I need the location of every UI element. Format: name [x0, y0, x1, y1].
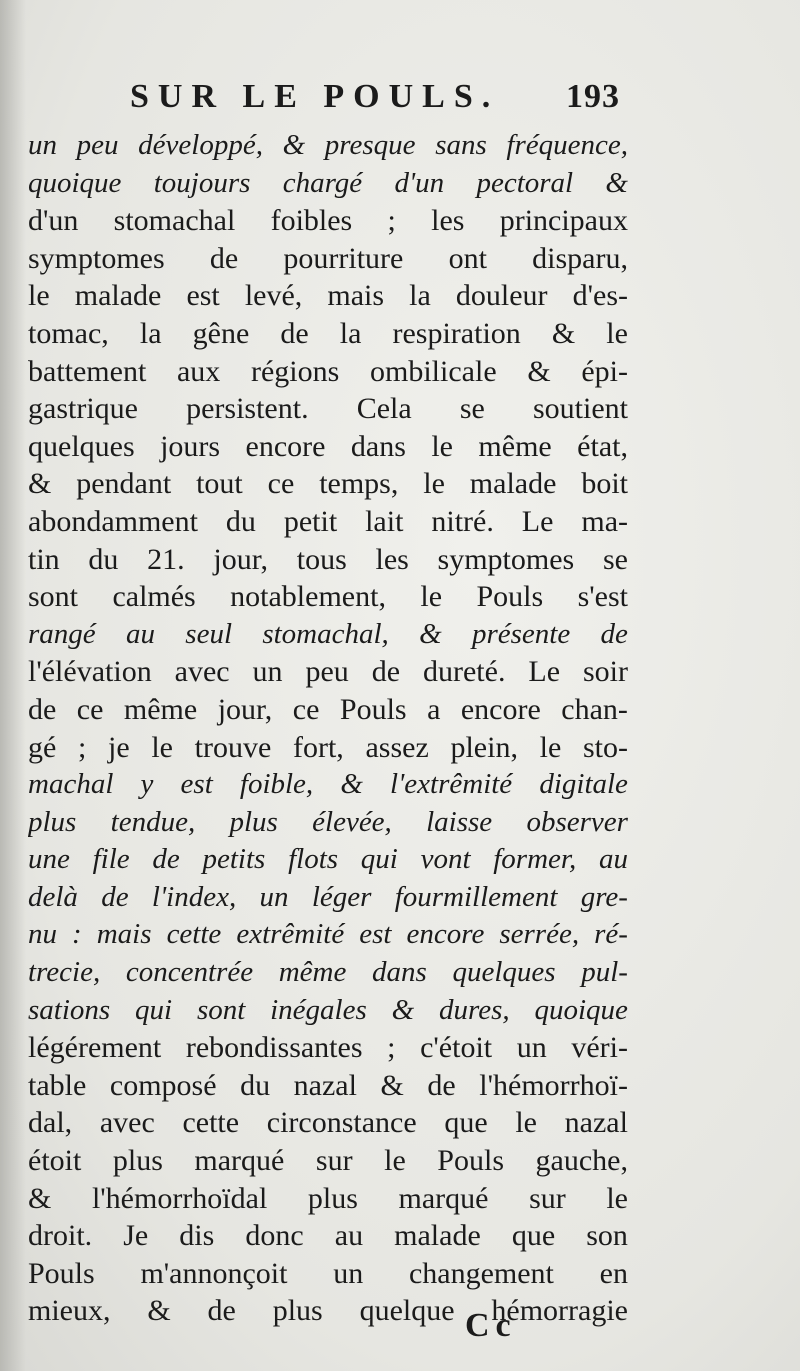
- text-line: sations qui sont inégales & dures, quoique: [28, 993, 628, 1026]
- text-line: table composé du nazal & de l'hémorrhoï-: [28, 1068, 628, 1102]
- text-line: delà de l'index, un léger fourmillement gre-: [28, 880, 628, 913]
- text-line: nu : mais cette extrêmité est encore serrée, ré-: [28, 918, 628, 951]
- text-line: d'un stomachal foibles ; les principaux: [28, 204, 628, 238]
- page-header: [0, 78, 800, 122]
- text-line: droit. Je dis donc au malade que son: [28, 1219, 628, 1253]
- text-line: Pouls m'annonçoit un changement en: [28, 1256, 628, 1290]
- running-head: SUR LE POULS.: [130, 78, 500, 115]
- text-line: l'élévation avec un peu de dureté. Le soir: [28, 655, 628, 689]
- text-line: tin du 21. jour, tous les symptomes se: [28, 542, 628, 576]
- text-line: de ce même jour, ce Pouls a encore chan-: [28, 692, 628, 726]
- text-line: légérement rebondissantes ; c'étoit un véri-: [28, 1031, 628, 1065]
- signature-mark: Cc: [465, 1307, 517, 1344]
- text-line: abondamment du petit lait nitré. Le ma-: [28, 504, 628, 538]
- text-line: & l'hémorrhoïdal plus marqué sur le: [28, 1181, 628, 1215]
- text-line: quelques jours encore dans le même état,: [28, 429, 628, 463]
- text-line: rangé au seul stomachal, & présente de: [28, 617, 628, 650]
- text-line: dal, avec cette circonstance que le nazal: [28, 1106, 628, 1140]
- text-line: une file de petits flots qui vont former, au: [28, 843, 628, 876]
- text-line: mieux, & de plus quelque hémorragie: [28, 1294, 628, 1328]
- text-line: symptomes de pourriture ont disparu,: [28, 241, 628, 275]
- text-line: quoique toujours chargé d'un pectoral &: [28, 166, 628, 199]
- text-line: étoit plus marqué sur le Pouls gauche,: [28, 1144, 628, 1178]
- page-number: 193: [566, 78, 620, 115]
- text-line: gastrique persistent. Cela se soutient: [28, 392, 628, 426]
- text-line: machal y est foible, & l'extrêmité digitale: [28, 768, 628, 801]
- text-line: battement aux régions ombilicale & épi-: [28, 354, 628, 388]
- text-line: plus tendue, plus élevée, laisse observer: [28, 805, 628, 838]
- text-line: sont calmés notablement, le Pouls s'est: [28, 580, 628, 614]
- gutter-shadow: [0, 0, 26, 1371]
- body-text: [28, 127, 628, 1330]
- text-line: tomac, la gêne de la respiration & le: [28, 316, 628, 350]
- text-line: gé ; je le trouve fort, assez plein, le sto-: [28, 730, 628, 764]
- text-line: & pendant tout ce temps, le malade boit: [28, 467, 628, 501]
- text-line: un peu développé, & presque sans fréquence,: [28, 129, 628, 161]
- text-line: trecie, concentrée même dans quelques pul-: [28, 956, 628, 989]
- text-line: le malade est levé, mais la douleur d'es-: [28, 279, 628, 313]
